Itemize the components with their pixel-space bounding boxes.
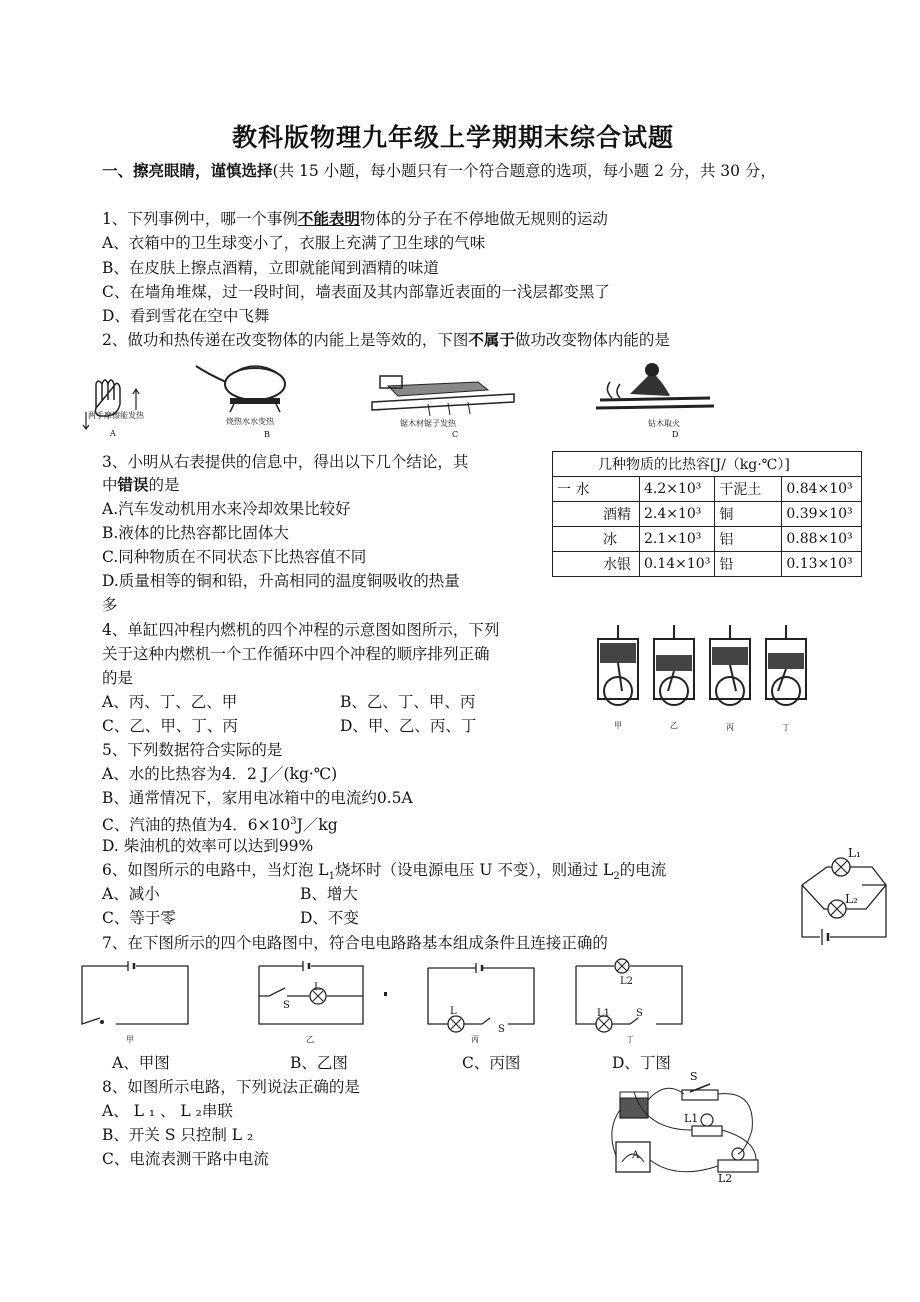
q2-caption-a: 两手摩擦能发热 [88,411,144,420]
section-desc: (共 15 小题，每小题只有一个符合题意的选项，每小题 2 分，共 30 分， [272,162,776,180]
q2-figure-a [78,370,148,430]
specific-heat-table [552,451,853,583]
q8-mark-a: A [632,1150,640,1161]
q3-option-d-cont: 多 [102,596,118,614]
q6-stem: 6、如图所示的电路中，当灯泡 $L_1$烧坏时（设电源电压 U 不变），则通过 $L_2$的电流 [102,861,667,883]
q2-figure-c [368,372,518,417]
table-row: 一 水 4.2×10³ 干泥土 0.84×10³ [553,477,862,502]
q5-option-a: A、水的比热容为4．2 J／(kg·℃) [102,765,338,783]
engine-ding [766,625,806,705]
q6-circuit [782,845,892,940]
circuit-bing-mark-l: L [450,1006,457,1017]
q3-stem-line1: 3、小明从右表提供的信息中，得出以下几个结论，其 [102,453,469,471]
q5-option-b: B、通常情况下，家用电冰箱中的电流约0.5A [102,789,413,807]
circuit-label-ding: 丁 [626,1035,634,1044]
q7-option-c: C、丙图 [462,1054,521,1072]
q1-emphasis: 不能表明 [297,209,360,228]
q6-label-l2: L₂ [845,892,858,906]
page-title: 教科版物理九年级上学期期末综合试题 [232,123,675,152]
q4-option-d: D、甲、乙、丙、丁 [340,717,477,735]
q2-stem: 2、做功和热传递在改变物体的内能上是等效的，下图不属于做功改变物体内能的是 [102,330,670,349]
section-heading [102,160,776,182]
q8-mark-l2: L2 [718,1172,733,1185]
q7-option-a: A、甲图 [112,1054,170,1072]
circuit-yi-mark-l: L [314,982,321,993]
q3-emphasis: 错误 [117,475,149,494]
q2-letter-a: A [110,429,116,438]
stray-mark [384,992,387,996]
q1-option-b: B、在皮肤上擦点酒精，立即就能闻到酒精的味道 [102,259,439,277]
circuit-yi [255,960,370,1030]
q3-option-d: D.质量相等的铜和铅，升高相同的温度铜吸收的热量 [102,572,460,590]
engine-label-bing: 丙 [726,723,734,732]
q3-stem-line2: 中错误的是 [102,475,180,494]
q4-option-a: A、丙、丁、乙、甲 [102,693,238,711]
q2-figure-d [590,360,720,415]
q4-stem-line2: 关于这种内燃机一个工作循环中四个冲程的顺序排列正确 [102,645,490,663]
table-row: 酒精 2.4×10³ 铜 0.39×10³ [553,502,862,527]
section-label: 一、擦亮眼睛，谨慎选择 [102,161,273,180]
q2-caption-b: 烧热水水变热 [226,417,274,426]
q5-option-c: C、汽油的热值为4．$6\times 10^3J/kg$ [102,816,338,835]
q3-option-b: B.液体的比热容都比固体大 [102,524,289,542]
q2-figure-b [190,362,300,412]
q6-option-a: A、减小 [102,885,160,903]
engine-label-ding: 丁 [782,723,790,732]
q4-stem-line3: 的是 [102,669,134,687]
q1-option-d: D、看到雪花在空中飞舞 [102,307,270,325]
q7-option-d: D、丁图 [612,1054,671,1072]
table-row: 水银 0.14×10³ 铅 0.13×10³ [553,552,862,577]
q4-option-c: C、乙、甲、丁、丙 [102,717,238,735]
q8-option-c: C、电流表测干路中电流 [102,1150,269,1168]
engine-bing [710,625,750,705]
q8-physical-circuit [606,1070,786,1185]
circuit-ding-mark-s: S [636,1008,643,1019]
circuit-ding-mark-l2: L2 [620,976,634,987]
engine-label-yi: 乙 [670,721,678,730]
circuit-label-jia: 甲 [126,1035,134,1044]
circuit-label-yi: 乙 [306,1035,314,1044]
q2-letter-c: C [452,430,459,439]
table-header: 几种物质的比热容[J/（kg·℃）] [553,452,862,477]
table-row: 冰 2.1×10³ 铝 0.88×10³ [553,527,862,552]
engine-label-jia: 甲 [614,721,622,730]
q8-stem: 8、如图所示电路，下列说法正确的是 [102,1078,360,1096]
circuit-label-bing: 丙 [471,1035,479,1044]
q4-option-b: B、乙、丁、甲、丙 [340,693,476,711]
q4-stem-line1: 4、单缸四冲程内燃机的四个冲程的示意图如图所示，下列 [102,621,500,639]
circuit-jia [78,960,193,1030]
q8-mark-l1: L1 [684,1112,699,1125]
q8-option-b: B、开关 S 只控制 L ₂ [102,1126,254,1144]
q2-caption-d: 钻木取火 [648,419,680,428]
q5-stem: 5、下列数据符合实际的是 [102,741,283,759]
q8-option-a: A、 L ₁ 、 L ₂串联 [102,1102,233,1120]
q2-emphasis: 不属于 [468,330,515,349]
circuit-ding [572,962,687,1032]
circuit-yi-mark-s: S [283,1000,290,1011]
q6-option-d: D、不变 [300,909,359,927]
circuit-bing [424,962,539,1032]
circuit-bing-mark-s: S [498,1024,505,1035]
q7-stem: 7、在下图所示的四个电路图中，符合电电路路基本组成条件且连接正确的 [102,934,608,952]
q8-mark-s: S [690,1070,698,1083]
q2-letter-d: D [672,430,679,439]
q6-label-l1: L₁ [848,846,861,860]
q7-option-b: B、乙图 [290,1054,348,1072]
q1-option-a: A、衣箱中的卫生球变小了，衣服上充满了卫生球的气味 [102,234,486,252]
q1-option-c: C、在墙角堆煤，过一段时间，墙表面及其内部靠近表面的一浅层都变黑了 [102,283,610,301]
q5-option-d: D. 柴油机的效率可以达到99% [102,837,314,855]
q2-letter-b: B [264,430,270,439]
circuit-ding-mark-l1: L1 [597,1008,611,1019]
q1-stem: 1、下列事例中，哪一个事例不能表明物体的分子在不停地做无规则的运动 [102,209,608,228]
q6-option-b: B、增大 [300,885,358,903]
engine-jia [598,625,638,705]
q6-option-c: C、等于零 [102,909,176,927]
engine-yi [654,625,694,705]
q2-caption-c: 锯木材锯子发热 [400,419,456,428]
q3-option-c: C.同种物质在不同状态下比热容值不同 [102,548,367,566]
q3-option-a: A.汽车发动机用水来冷却效果比较好 [102,500,351,518]
